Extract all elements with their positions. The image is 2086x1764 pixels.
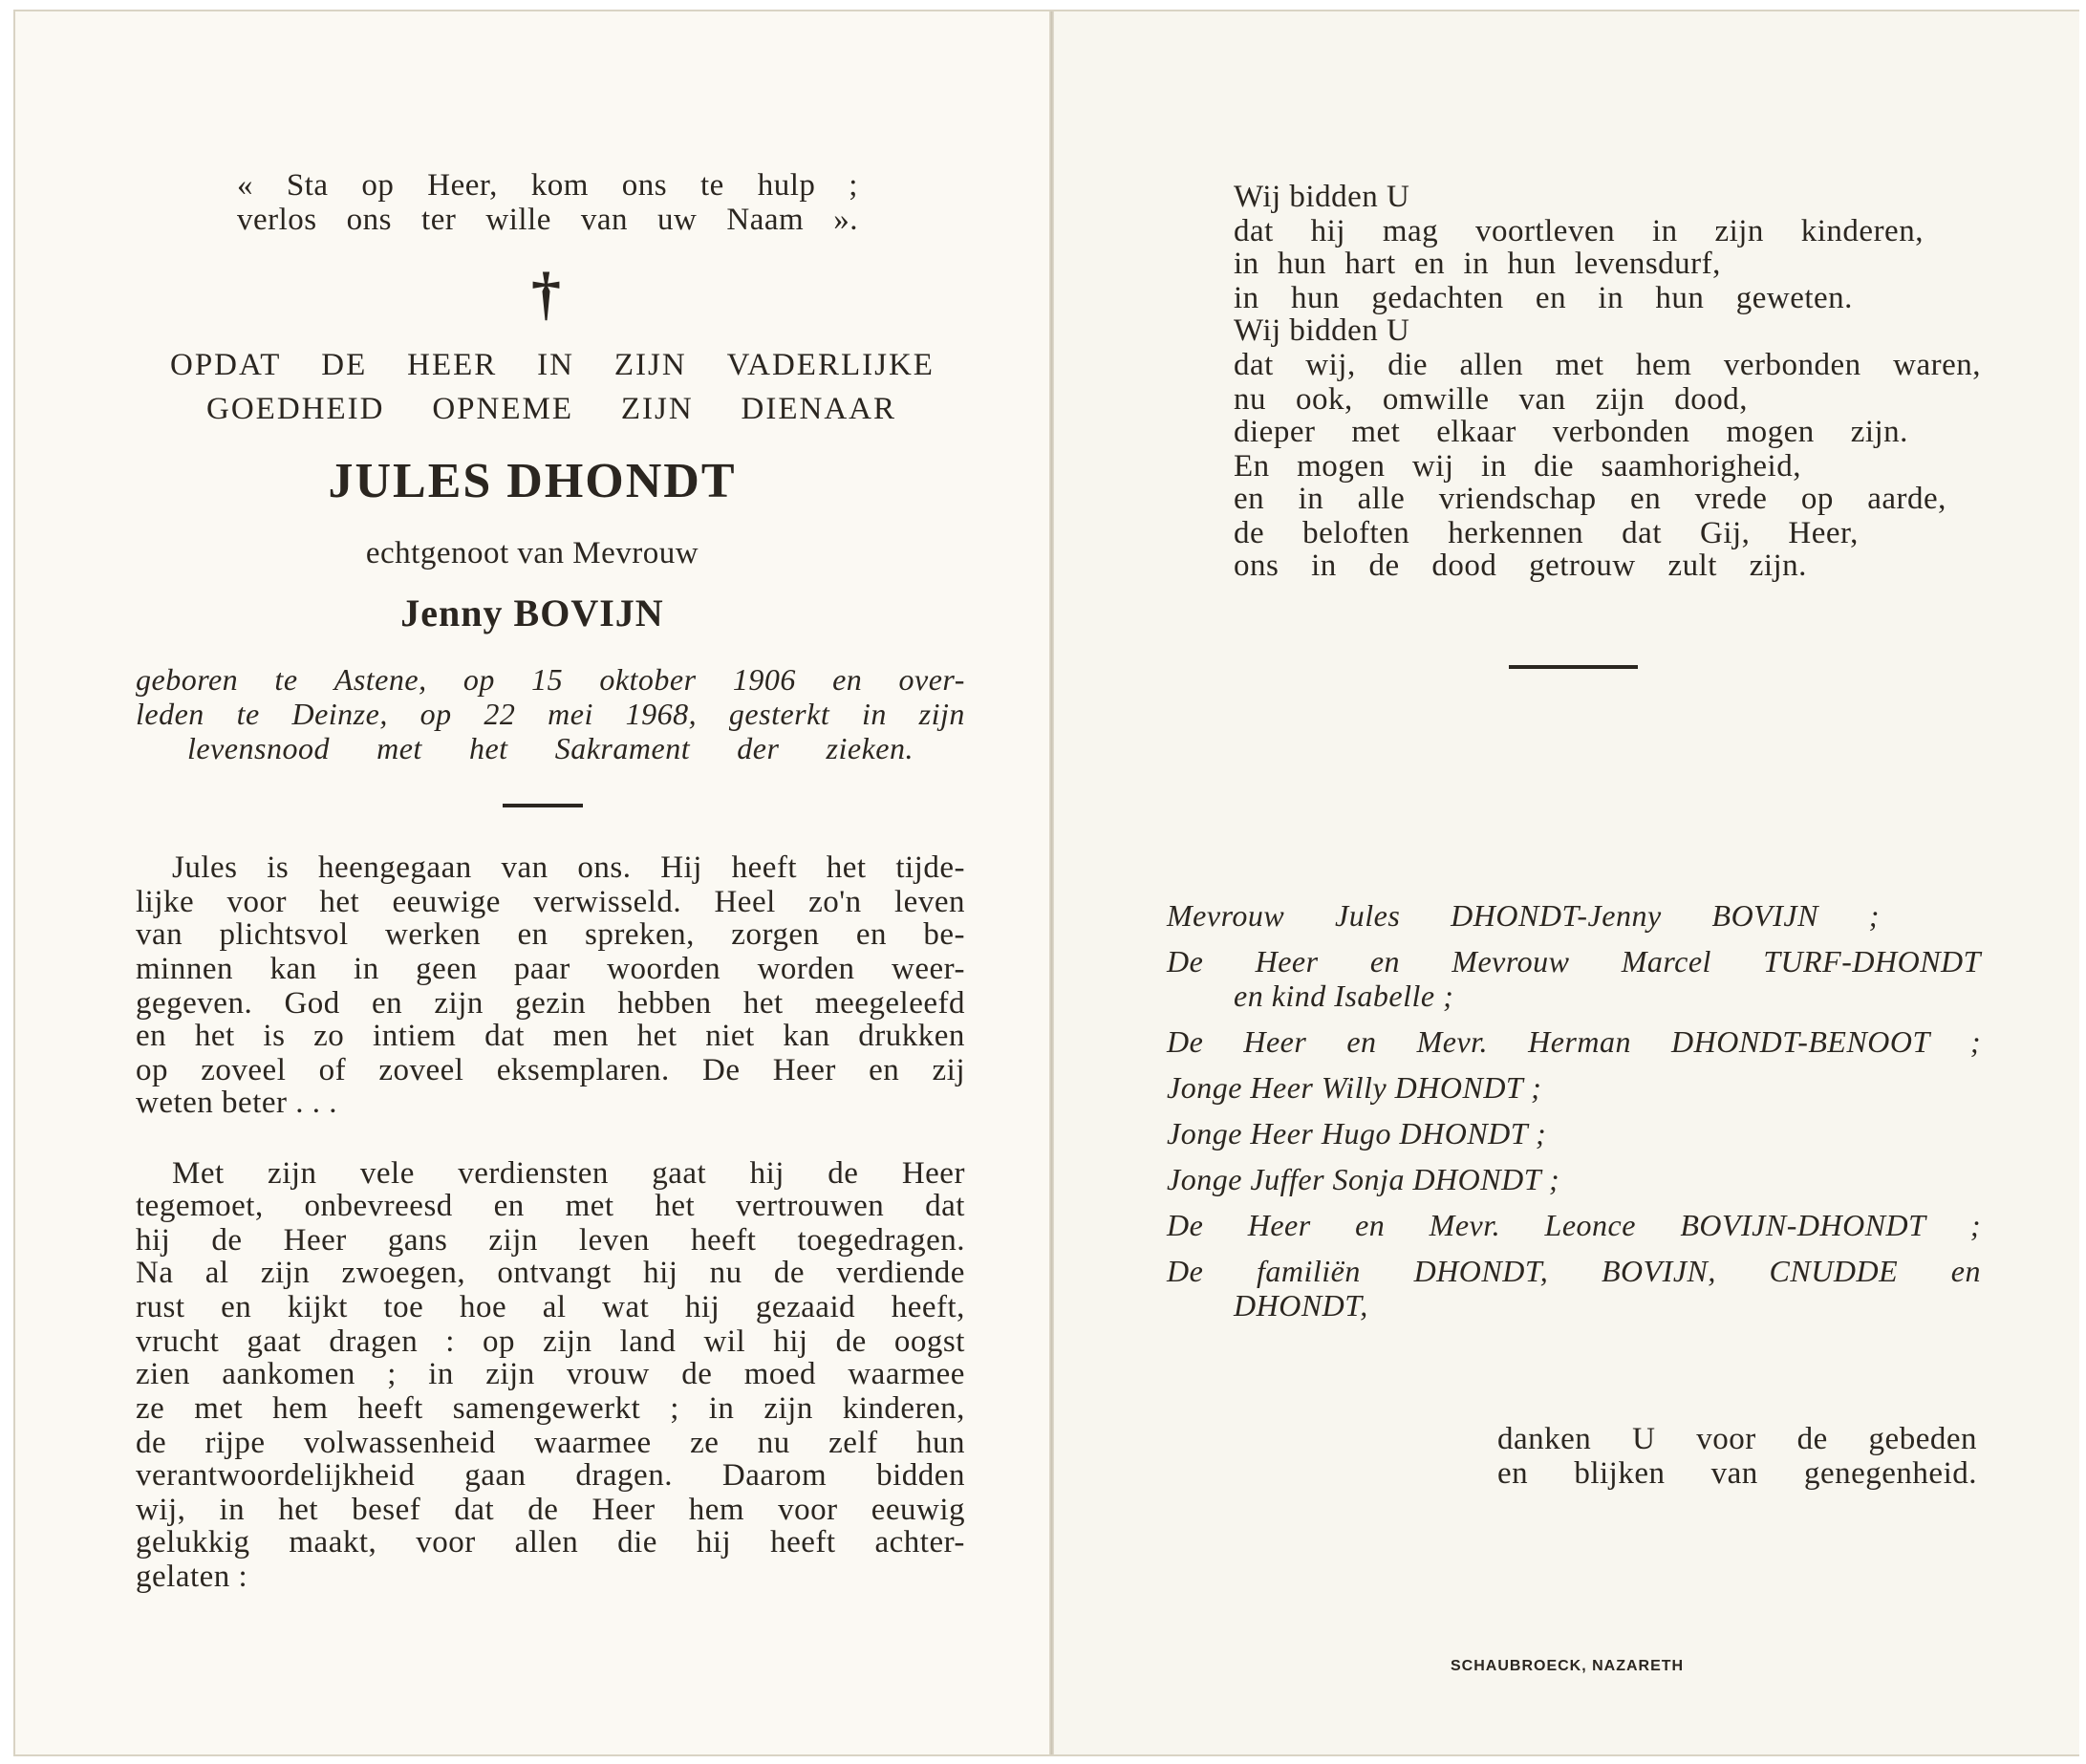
family-line: Jonge Heer Willy DHONDT ; [1167,1070,1542,1105]
prayer-line: in hun hart en in hun levensdurf, [1234,247,1721,281]
family-line: Jonge Juffer Sonja DHONDT ; [1167,1162,1560,1196]
paragraph-line: rust en kijkt toe hoe al wat hij gezaaid heeft, [136,1290,965,1324]
intro-line: GOEDHEID OPNEME ZIJN DIENAAR [206,392,896,426]
left-panel [15,11,1049,1754]
paragraph-line: zien aankomen ; in zijn vrouw de moed waarmee [136,1357,965,1391]
paragraph-line: Met zijn vele verdiensten gaat hij de Heer [172,1156,965,1191]
paragraph-line: gelukkig maakt, voor allen die hij heeft achter- [136,1525,965,1560]
divider [1509,665,1638,669]
thanks-line: danken U voor de gebeden [1497,1422,1977,1456]
paragraph-line: op zoveel of zoveel eksemplaren. De Heer en zij [136,1053,965,1087]
prayer-line: Wij bidden U [1234,313,1410,348]
memorial-card [13,10,2079,1756]
family-line: Jonge Heer Hugo DHONDT ; [1167,1116,1547,1151]
prayer-line: En mogen wij in die saamhorigheid, [1234,449,1801,484]
prayer-line: Wij bidden U [1234,180,1410,214]
family-line: De Heer en Mevr. Leonce BOVIJN-DHONDT ; [1167,1208,1981,1242]
prayer-line: dat wij, die allen met hem verbonden waren, [1234,348,1981,382]
divider [503,804,583,807]
paragraph-line: wij, in het besef dat de Heer hem voor eeuwig [136,1493,965,1527]
prayer-line: dat hij mag voortleven in zijn kinderen, [1234,214,1924,248]
paragraph-line: ze met hem heeft samengewerkt ; in zijn kinderen, [136,1391,965,1426]
family-line: De Heer en Mevr. Herman DHONDT-BENOOT ; [1167,1024,1981,1059]
paragraph-line: van plichtsvol werken en spreken, zorgen en be- [136,917,965,952]
intro-line: OPDAT DE HEER IN ZIJN VADERLIJKE [170,348,935,382]
prayer-line: nu ook, omwille van zijn dood, [1234,382,1748,417]
paragraph-line: verantwoordelijkheid gaan dragen. Daarom bidden [136,1458,965,1493]
quote-line: verlos ons ter wille van uw Naam ». [237,203,858,237]
family-line: De familiën DHONDT, BOVIJN, CNUDDE en [1167,1254,1981,1288]
paragraph-line: tegemoet, onbevreesd en met het vertrouwen dat [136,1189,965,1223]
paragraph-line: minnen kan in geen paar woorden worden weer- [136,952,965,986]
paragraph-line: Jules is heengegaan van ons. Hij heeft het tijde- [172,850,965,885]
prayer-line: de beloften herkennen dat Gij, Heer, [1234,516,1859,550]
thanks-line: en blijken van genegenheid. [1497,1456,1977,1491]
spouse-intro: echtgenoot van Mevrouw [365,536,699,570]
paragraph-line: Na al zijn zwoegen, ontvangt hij nu de verdiende [136,1256,965,1290]
prayer-line: ons in de dood getrouw zult zijn. [1234,549,1807,583]
prayer-line: dieper met elkaar verbonden mogen zijn. [1234,415,1908,449]
paragraph-line: gegeven. God en zijn gezin hebben het meegeleefd [136,986,965,1021]
family-line: Mevrouw Jules DHONDT-Jenny BOVIJN ; [1167,898,1880,933]
prayer-line: en in alle vriendschap en vrede op aarde, [1234,482,1946,516]
paragraph-line: en het is zo intiem dat men het niet kan drukken [136,1019,965,1053]
cross-icon: † [531,262,561,327]
spouse-name: Jenny BOVIJN [400,592,664,635]
paragraph-line: weten beter . . . [136,1086,337,1120]
printer-imprint: SCHAUBROECK, NAZARETH [1451,1658,1685,1674]
quote-line: « Sta op Heer, kom ons te hulp ; [237,168,858,203]
birth-death-line: geboren te Astene, op 15 oktober 1906 en over- [136,662,965,697]
family-line: DHONDT, [1234,1288,1368,1323]
paragraph-line: gelaten : [136,1560,248,1594]
paragraph-line: vrucht gaat dragen : op zijn land wil hij de oogst [136,1324,965,1359]
prayer-line: in hun gedachten en in hun geweten. [1234,281,1853,315]
deceased-name: JULES DHONDT [328,454,737,508]
right-panel [1054,11,2079,1754]
birth-death-line: levensnood met het Sakrament der zieken. [187,731,914,765]
family-line: en kind Isabelle ; [1234,979,1454,1013]
family-line: De Heer en Mevrouw Marcel TURF-DHONDT [1167,944,1981,979]
paragraph-line: hij de Heer gans zijn leven heeft toegedragen. [136,1223,965,1258]
birth-death-line: leden te Deinze, op 22 mei 1968, gesterkt in zijn [136,697,965,731]
paragraph-line: de rijpe volwassenheid waarmee ze nu zelf hun [136,1426,965,1460]
paragraph-line: lijke voor het eeuwige verwisseld. Heel zo'n leven [136,885,965,919]
